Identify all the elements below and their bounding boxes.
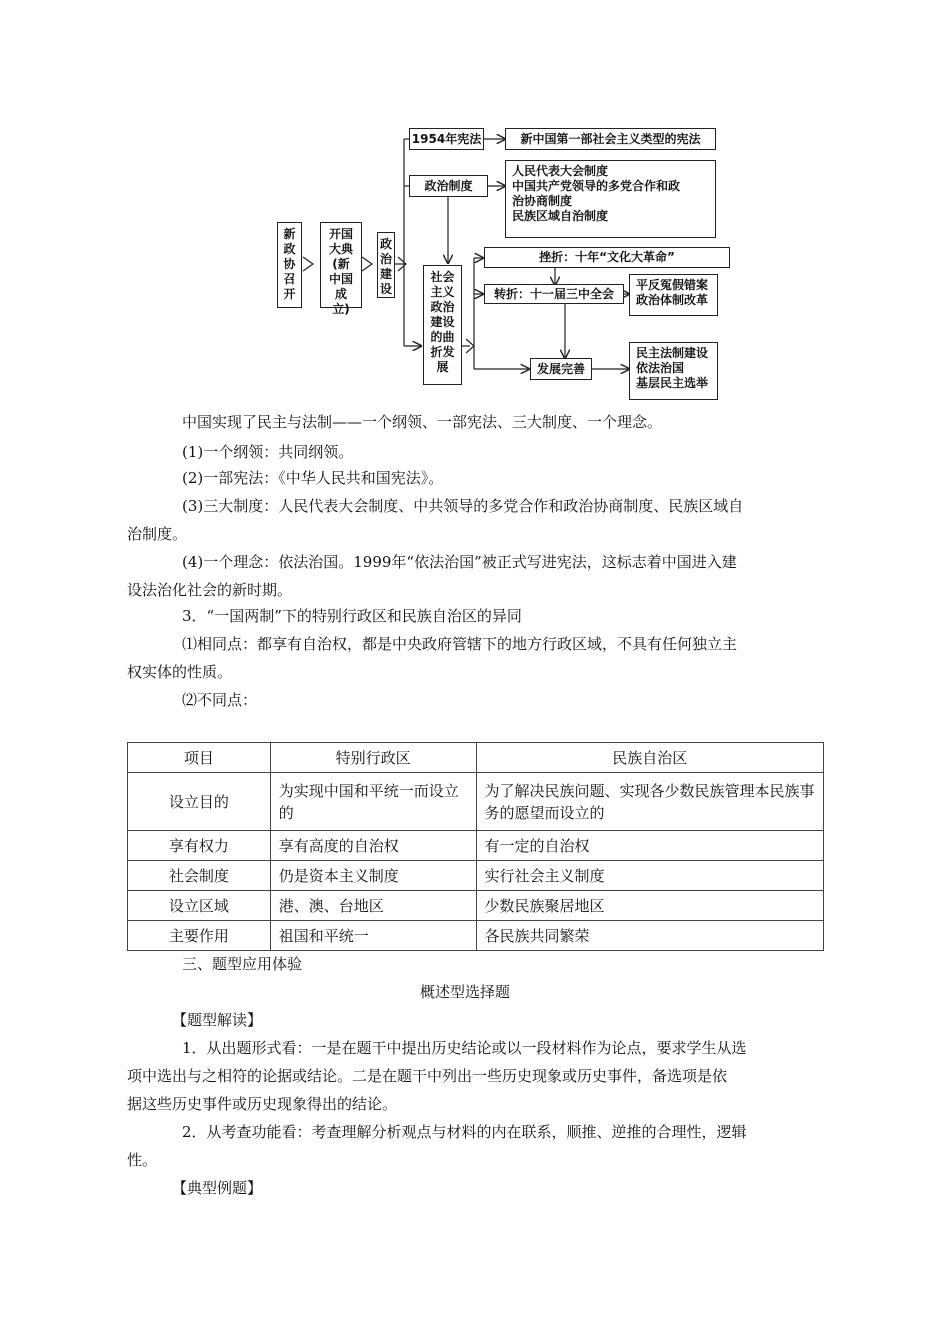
development-label: 发展完善 xyxy=(536,361,585,376)
table-cell: 有一定的自治权 xyxy=(476,831,823,861)
table-row xyxy=(128,891,824,921)
table-header-cell: 项目 xyxy=(128,743,271,773)
constitution-desc-label: 新中国第一部社会主义类型的宪法 xyxy=(520,131,701,146)
turning-point-label: 转折：十一届三中全会 xyxy=(493,286,614,301)
paragraph: ⑴相同点：都享有自治权，都是中央政府管辖下的地方行政区域，不具有任何独立主 xyxy=(182,635,738,653)
bracket-heading: 【题型解读】 xyxy=(172,1011,263,1029)
constitution-1954-box xyxy=(409,128,484,150)
table-cell: 设立区域 xyxy=(128,891,271,921)
political-system-list-box xyxy=(505,160,716,238)
political-construction-label: 政治建设 xyxy=(379,237,392,296)
section-heading: 三、题型应用体验 xyxy=(182,955,303,973)
table-cell: 享有权力 xyxy=(128,831,271,861)
table-cell: 各民族共同繁荣 xyxy=(476,921,823,951)
paragraph: (4)一个理念：依法治国。1999年“依法治国”被正式写进宪法，这标志着中国进入建 xyxy=(182,553,737,571)
socialist-politics-label: 社会主义政治建设的曲折发展 xyxy=(430,270,455,374)
system-line: 民族区域自治制度 xyxy=(512,209,609,223)
democracy-line: 基层民主选举 xyxy=(636,376,709,390)
bracket-heading: 【典型例题】 xyxy=(172,1179,263,1197)
table-cell: 祖国和平统一 xyxy=(270,921,476,951)
paragraph: 2．从考查功能看：考查理解分析观点与材料的内在联系，顺推、逆推的合理性，逻辑 xyxy=(182,1123,747,1141)
new-cppcc-label: 新政协召开 xyxy=(283,227,296,301)
table-row xyxy=(128,773,824,831)
political-system-label: 政治制度 xyxy=(424,178,473,193)
table-cell: 少数民族聚居地区 xyxy=(476,891,823,921)
socialist-politics-box xyxy=(423,265,462,385)
table-header-cell: 民族自治区 xyxy=(476,743,823,773)
diagram-connectors xyxy=(0,0,950,420)
table-row xyxy=(128,861,824,891)
system-line: 治协商制度 xyxy=(512,194,573,208)
paragraph: 中国实现了民主与法制——一个纲领、一部宪法、三大制度、一个理念。 xyxy=(182,413,663,431)
development-box xyxy=(530,358,592,380)
table-header-row xyxy=(128,743,824,773)
redress-line: 平反冤假错案 xyxy=(636,278,709,292)
paragraph: 性。 xyxy=(127,1151,158,1169)
founding-ceremony-label: 开国大典(新中国成立) xyxy=(328,227,353,316)
section-heading: 3．“一国两制”下的特别行政区和民族自治区的异同 xyxy=(182,607,522,625)
turning-point-box xyxy=(484,284,624,304)
paragraph: 治制度。 xyxy=(127,525,188,543)
setback-box xyxy=(484,247,730,268)
redress-line: 政治体制改革 xyxy=(636,293,709,307)
founding-ceremony-box xyxy=(320,222,362,316)
redress-box xyxy=(629,274,718,316)
table-cell: 设立目的 xyxy=(128,773,271,831)
table-cell: 仍是资本主义制度 xyxy=(270,861,476,891)
new-cppcc-box xyxy=(277,222,302,308)
political-system-box xyxy=(409,175,488,197)
comparison-table xyxy=(127,742,824,951)
paragraph: 项中选出与之相符的论据或结论。二是在题干中列出一些历史现象或历史事件，备选项是依 xyxy=(127,1067,728,1085)
table-cell: 享有高度的自治权 xyxy=(270,831,476,861)
table-cell: 社会制度 xyxy=(128,861,271,891)
table-cell: 为了解决民族问题、实现各少数民族管理本民族事务的愿望而设立的 xyxy=(476,773,823,831)
constitution-1954-label: 1954年宪法 xyxy=(411,131,482,146)
paragraph: ⑵不同点： xyxy=(182,691,258,709)
subsection-title: 概述型选择题 xyxy=(420,983,511,1001)
table-cell: 为实现中国和平统一而设立的 xyxy=(270,773,476,831)
table-header-cell: 特别行政区 xyxy=(270,743,476,773)
paragraph: (1)一个纲领：共同纲领。 xyxy=(182,443,354,461)
democracy-line: 民主法制建设 xyxy=(636,346,709,360)
democracy-line: 依法治国 xyxy=(636,361,685,375)
paragraph: 设法治化社会的新时期。 xyxy=(127,581,293,599)
paragraph: 据这些历史事件或历史现象得出的结论。 xyxy=(127,1095,398,1113)
table-cell: 主要作用 xyxy=(128,921,271,951)
paragraph: 权实体的性质。 xyxy=(127,663,233,681)
paragraph: 1．从出题形式看：一是在题干中提出历史结论或以一段材料作为论点，要求学生从选 xyxy=(182,1039,747,1057)
constitution-desc-box xyxy=(505,128,716,150)
table-cell: 港、澳、台地区 xyxy=(270,891,476,921)
system-line: 中国共产党领导的多党合作和政 xyxy=(512,179,681,193)
paragraph: (3)三大制度：人民代表大会制度、中共领导的多党合作和政治协商制度、民族区域自 xyxy=(182,497,744,515)
democracy-box xyxy=(629,342,718,400)
setback-label: 挫折：十年“文化大革命” xyxy=(539,250,675,264)
system-line: 人民代表大会制度 xyxy=(512,164,609,178)
political-construction-box xyxy=(377,232,395,298)
table-row xyxy=(128,831,824,861)
table-cell: 实行社会主义制度 xyxy=(476,861,823,891)
table-row xyxy=(128,921,824,951)
paragraph: (2)一部宪法：《中华人民共和国宪法》。 xyxy=(182,469,444,487)
